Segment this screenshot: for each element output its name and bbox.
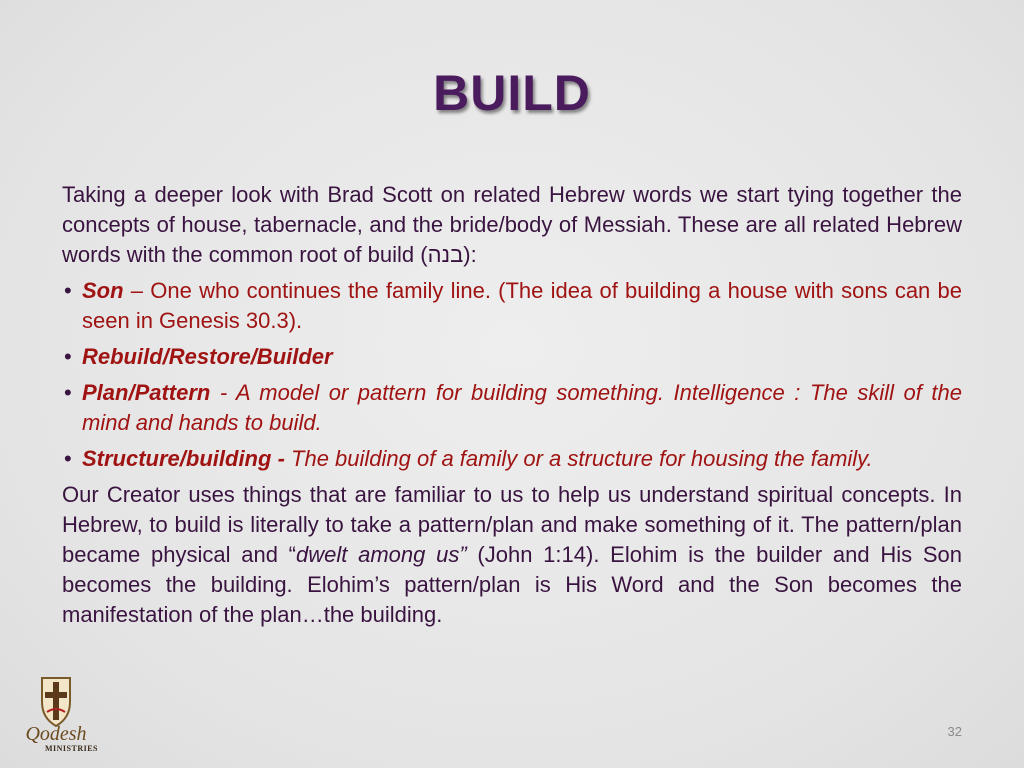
slide-title: BUILD	[433, 65, 591, 121]
bullet-description: A model or pattern for building something. Intelligence : The skill of the mind and hands to build.	[82, 380, 962, 435]
bullet-term: Plan/Pattern	[82, 380, 211, 405]
bullet-term: Structure/building	[82, 446, 272, 471]
bullet-item-structure	[62, 444, 962, 474]
closing-paragraph	[62, 480, 962, 630]
bullet-item-son	[62, 276, 962, 336]
bullet-description: The building of a family or a structure for housing the family.	[291, 446, 873, 471]
logo-subtitle: MINISTRIES	[44, 744, 98, 753]
bullet-separator: -	[271, 446, 292, 471]
bullet-description: One who continues the family line. (The idea of building a house with sons can be seen in Genesis 30.3).	[82, 278, 962, 333]
closing-text-a: Our Creator uses things that are familiar to us to help us understand spiritual concepts. In Hebrew, to build is literally to take a pattern/plan and make something of it. The pattern/plan became physical and “	[62, 482, 962, 567]
bullet-list	[62, 276, 962, 474]
closing-text-b: (John 1:14). Elohim is the builder and His Son becomes the building. Elohim’s pattern/plan is His Word and the Son becomes the manifestation of the plan…the building.	[62, 542, 962, 627]
logo-name: Qodesh	[25, 723, 87, 745]
bullet-term: Son	[82, 278, 124, 303]
bullet-separator: –	[123, 278, 151, 303]
intro-paragraph	[62, 180, 962, 270]
bullet-separator: -	[210, 380, 236, 405]
bullet-item-plan	[62, 378, 962, 438]
bullet-item-rebuild	[62, 342, 962, 372]
intro-text-a: Taking a deeper look with Brad Scott on related Hebrew words we start tying together the concepts of house, tabernacle, and the bride/body of Messiah. These are all related Hebrew words with the common root of build (	[62, 182, 962, 267]
qodesh-logo	[14, 672, 98, 760]
intro-text-b: ):	[463, 242, 477, 267]
page-number: 32	[947, 724, 962, 739]
slide-body	[62, 180, 962, 636]
closing-italic: dwelt among us”	[296, 542, 467, 567]
shield-cross-icon	[14, 672, 98, 728]
bullet-term: Rebuild/Restore/Builder	[82, 344, 333, 369]
hebrew-root: בנה	[427, 242, 464, 267]
